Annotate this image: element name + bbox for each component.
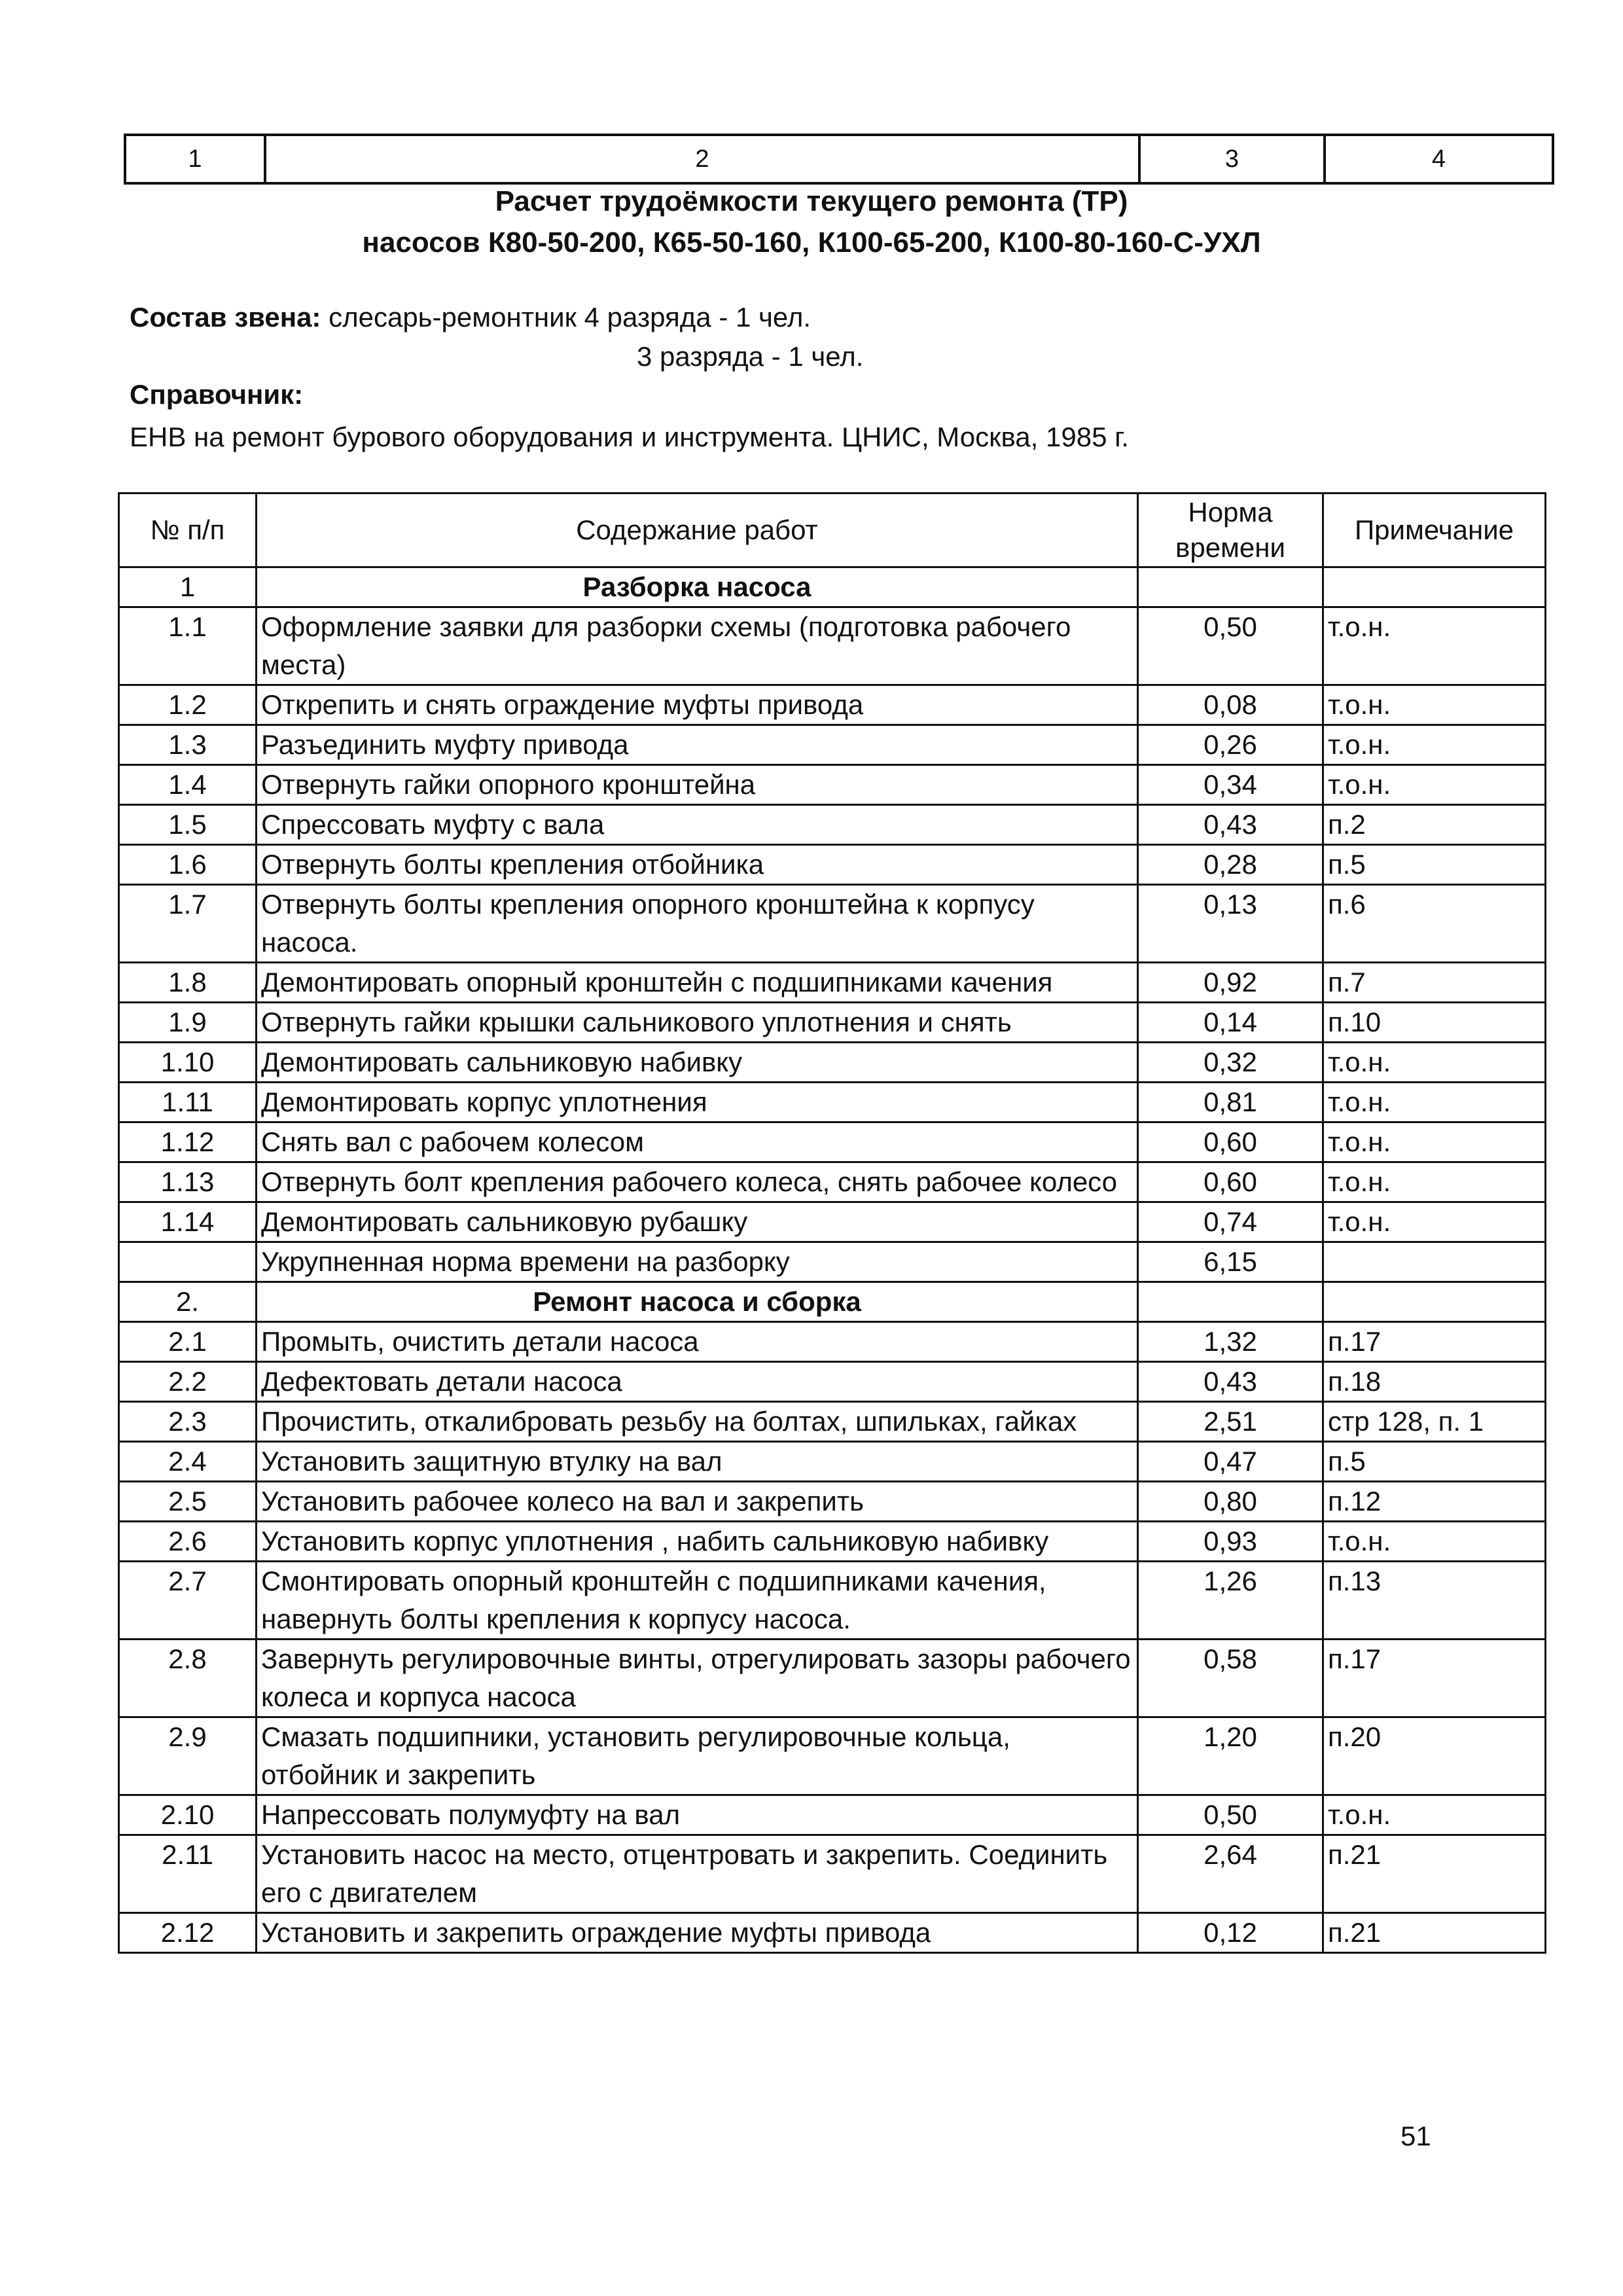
note (1323, 1282, 1546, 1322)
table-row (119, 1795, 1546, 1835)
note: т.о.н. (1323, 1043, 1546, 1083)
note: т.о.н. (1323, 1795, 1546, 1835)
table-row (119, 1202, 1546, 1242)
time-norm (1138, 1282, 1323, 1322)
row-number: 2.4 (119, 1442, 257, 1482)
table-row (119, 1083, 1546, 1122)
crew-composition (130, 299, 811, 336)
row-number: 2.1 (119, 1322, 257, 1362)
header-norm: Норма времени (1138, 493, 1323, 567)
note (1323, 1242, 1546, 1282)
note: п.5 (1323, 1442, 1546, 1482)
time-norm: 0,12 (1138, 1913, 1323, 1953)
row-number: 2.11 (119, 1835, 257, 1913)
note: п.6 (1323, 885, 1546, 963)
time-norm: 1,26 (1138, 1562, 1323, 1640)
note: п.17 (1323, 1640, 1546, 1717)
table-row (119, 1003, 1546, 1043)
time-norm: 0,14 (1138, 1003, 1323, 1043)
time-norm: 0,93 (1138, 1522, 1323, 1562)
header-num: № п/п (119, 493, 257, 567)
time-norm: 0,43 (1138, 805, 1323, 845)
reference-source: ЕНВ на ремонт бурового оборудования и инструмента. ЦНИС, Москва, 1985 г. (130, 422, 1129, 452)
work-description: Снять вал с рабочем колесом (257, 1122, 1138, 1162)
table-row (119, 1640, 1546, 1717)
row-number: 1.5 (119, 805, 257, 845)
work-description: Установить насос на место, отцентровать и закрепить. Соединить его с двигателем (257, 1835, 1138, 1913)
time-norm: 0,13 (1138, 885, 1323, 963)
note: п.13 (1323, 1562, 1546, 1640)
table-row (119, 1835, 1546, 1913)
row-number: 2. (119, 1282, 257, 1322)
table-body (119, 567, 1546, 1953)
work-description: Установить корпус уплотнения , набить сальниковую набивку (257, 1522, 1138, 1562)
table-row (119, 963, 1546, 1003)
time-norm: 0,80 (1138, 1482, 1323, 1522)
work-description: Разъединить муфту привода (257, 725, 1138, 765)
note: п.5 (1323, 845, 1546, 885)
note: т.о.н. (1323, 1202, 1546, 1242)
row-number: 1.2 (119, 685, 257, 725)
work-description: Промыть, очистить детали насоса (257, 1322, 1138, 1362)
time-norm: 6,15 (1138, 1242, 1323, 1282)
work-description: Демонтировать сальниковую рубашку (257, 1202, 1138, 1242)
time-norm: 0,50 (1138, 1795, 1323, 1835)
time-norm: 0,60 (1138, 1162, 1323, 1202)
row-number: 2.6 (119, 1522, 257, 1562)
work-description: Спрессовать муфту с вала (257, 805, 1138, 845)
row-number: 1.3 (119, 725, 257, 765)
table-row (119, 1913, 1546, 1953)
section-row (119, 1282, 1546, 1322)
time-norm: 0,58 (1138, 1640, 1323, 1717)
row-number (119, 1242, 257, 1282)
work-description: Установить защитную втулку на вал (257, 1442, 1138, 1482)
note: п.18 (1323, 1362, 1546, 1402)
table-row (119, 1402, 1546, 1442)
note: т.о.н. (1323, 607, 1546, 685)
work-description: Отвернуть болт крепления рабочего колеса, снять рабочее колесо (257, 1162, 1138, 1202)
time-norm: 2,64 (1138, 1835, 1323, 1913)
time-norm: 0,81 (1138, 1083, 1323, 1122)
time-norm: 0,60 (1138, 1122, 1323, 1162)
work-description: Дефектовать детали насоса (257, 1362, 1138, 1402)
table-header-row (119, 493, 1546, 567)
time-norm: 0,92 (1138, 963, 1323, 1003)
column-number-strip (124, 134, 1554, 185)
time-norm: 0,28 (1138, 845, 1323, 885)
work-description: Смазать подшипники, установить регулировочные кольца, отбойник и закрепить (257, 1717, 1138, 1795)
work-description: Смонтировать опорный кронштейн с подшипниками качения, навернуть болты крепления к корпусу насоса. (257, 1562, 1138, 1640)
crew-line-2: 3 разряда - 1 чел. (637, 341, 864, 372)
note: т.о.н. (1323, 725, 1546, 765)
row-number: 1.11 (119, 1083, 257, 1122)
note: т.о.н. (1323, 765, 1546, 805)
column-number: 3 (1139, 135, 1325, 183)
note (1323, 567, 1546, 607)
row-number: 2.8 (119, 1640, 257, 1717)
reference-label: Справочник: (130, 379, 304, 410)
table-row (119, 1717, 1546, 1795)
row-number: 1.9 (119, 1003, 257, 1043)
time-norm: 0,43 (1138, 1362, 1323, 1402)
time-norm: 0,32 (1138, 1043, 1323, 1083)
row-number: 2.2 (119, 1362, 257, 1402)
row-number: 2.9 (119, 1717, 257, 1795)
time-norm: 1,20 (1138, 1717, 1323, 1795)
row-number: 1.7 (119, 885, 257, 963)
section-row (119, 567, 1546, 607)
row-number: 1.1 (119, 607, 257, 685)
row-number: 1.13 (119, 1162, 257, 1202)
work-description: Завернуть регулировочные винты, отрегулировать зазоры рабочего колеса и корпуса насоса (257, 1640, 1138, 1717)
note: п.7 (1323, 963, 1546, 1003)
table-row (119, 607, 1546, 685)
table-row (119, 1162, 1546, 1202)
row-number: 1.14 (119, 1202, 257, 1242)
table-row (119, 1322, 1546, 1362)
row-number: 1.10 (119, 1043, 257, 1083)
note: п.10 (1323, 1003, 1546, 1043)
row-number: 1 (119, 567, 257, 607)
note: п.20 (1323, 1717, 1546, 1795)
work-description: Установить рабочее колесо на вал и закрепить (257, 1482, 1138, 1522)
crew-line-1: слесарь-ремонтник 4 разряда - 1 чел. (329, 302, 812, 332)
table-row (119, 1043, 1546, 1083)
time-norm: 0,50 (1138, 607, 1323, 685)
work-description: Оформление заявки для разборки схемы (подготовка рабочего места) (257, 607, 1138, 685)
table-row (119, 765, 1546, 805)
time-norm (1138, 567, 1323, 607)
table-row (119, 1522, 1546, 1562)
work-description: Укрупненная норма времени на разборку (257, 1242, 1138, 1282)
note: т.о.н. (1323, 1522, 1546, 1562)
work-description: Демонтировать корпус уплотнения (257, 1083, 1138, 1122)
work-description: Напрессовать полумуфту на вал (257, 1795, 1138, 1835)
page-number: 51 (1400, 2121, 1431, 2151)
time-norm: 1,32 (1138, 1322, 1323, 1362)
table-row (119, 1562, 1546, 1640)
row-number: 2.10 (119, 1795, 257, 1835)
table-row (119, 1362, 1546, 1402)
crew-label: Состав звена: (130, 302, 321, 332)
note: п.12 (1323, 1482, 1546, 1522)
column-number: 4 (1325, 135, 1553, 183)
time-norm: 0,47 (1138, 1442, 1323, 1482)
work-description: Установить и закрепить ограждение муфты привода (257, 1913, 1138, 1953)
work-description: Демонтировать опорный кронштейн с подшипниками качения (257, 963, 1138, 1003)
table-row (119, 885, 1546, 963)
note: п.21 (1323, 1835, 1546, 1913)
time-norm: 0,74 (1138, 1202, 1323, 1242)
row-number: 2.3 (119, 1402, 257, 1442)
work-description: Демонтировать сальниковую набивку (257, 1043, 1138, 1083)
work-description: Отвернуть гайки опорного кронштейна (257, 765, 1138, 805)
header-note: Примечание (1323, 493, 1546, 567)
table-row (119, 805, 1546, 845)
note: т.о.н. (1323, 685, 1546, 725)
document-title: Расчет трудоёмкости текущего ремонта (ТР) (495, 185, 1128, 217)
note: п.2 (1323, 805, 1546, 845)
table-row (119, 1482, 1546, 1522)
labor-norms-table (118, 492, 1546, 1954)
time-norm: 0,08 (1138, 685, 1323, 725)
work-description: Открепить и снять ограждение муфты привода (257, 685, 1138, 725)
column-number: 2 (265, 135, 1139, 183)
note: т.о.н. (1323, 1162, 1546, 1202)
note: стр 128, п. 1 (1323, 1402, 1546, 1442)
note: т.о.н. (1323, 1122, 1546, 1162)
work-description: Отвернуть болты крепления отбойника (257, 845, 1138, 885)
row-number: 1.12 (119, 1122, 257, 1162)
time-norm: 2,51 (1138, 1402, 1323, 1442)
section-title: Разборка насоса (257, 567, 1138, 607)
row-number: 2.5 (119, 1482, 257, 1522)
note: п.21 (1323, 1913, 1546, 1953)
table-row (119, 685, 1546, 725)
table-row (119, 1242, 1546, 1282)
work-description: Прочистить, откалибровать резьбу на болтах, шпильках, гайках (257, 1402, 1138, 1442)
column-number: 1 (125, 135, 265, 183)
note: т.о.н. (1323, 1083, 1546, 1122)
table-row (119, 1122, 1546, 1162)
table-row (119, 1442, 1546, 1482)
header-content: Содержание работ (257, 493, 1138, 567)
table-row (119, 725, 1546, 765)
document-subtitle: насосов К80-50-200, К65-50-160, К100-65-200, К100-80-160-С-УХЛ (362, 226, 1261, 259)
time-norm: 0,34 (1138, 765, 1323, 805)
row-number: 1.6 (119, 845, 257, 885)
row-number: 1.4 (119, 765, 257, 805)
table-row (119, 845, 1546, 885)
row-number: 1.8 (119, 963, 257, 1003)
row-number: 2.7 (119, 1562, 257, 1640)
time-norm: 0,26 (1138, 725, 1323, 765)
work-description: Отвернуть гайки крышки сальникового уплотнения и снять (257, 1003, 1138, 1043)
row-number: 2.12 (119, 1913, 257, 1953)
work-description: Отвернуть болты крепления опорного кронштейна к корпусу насоса. (257, 885, 1138, 963)
note: п.17 (1323, 1322, 1546, 1362)
section-title: Ремонт насоса и сборка (257, 1282, 1138, 1322)
